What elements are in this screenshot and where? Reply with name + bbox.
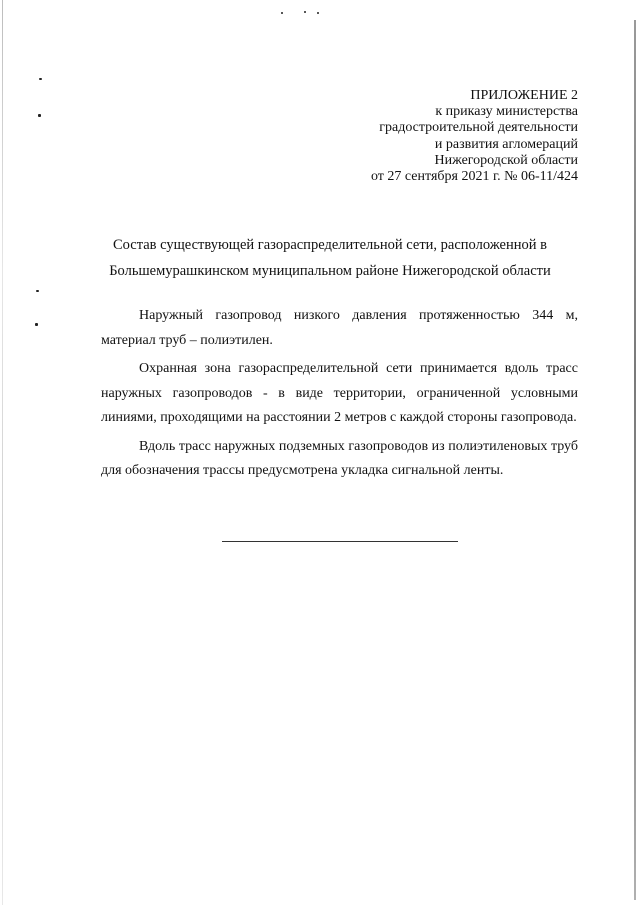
scan-speck — [317, 12, 319, 14]
scan-speck — [281, 12, 283, 14]
approval-block — [318, 88, 578, 185]
approval-line: Нижегородской области — [434, 152, 578, 168]
document-title — [80, 232, 580, 284]
approval-line: и развития агломераций — [434, 136, 578, 152]
scan-speck — [39, 78, 42, 80]
body-paragraph: Наружный газопровод низкого давления протяженностью 344 м, материал труб – полиэтилен. — [101, 308, 578, 348]
approval-line: от 27 сентября 2021 г. № 06-11/424 — [370, 169, 578, 185]
scan-edge-right — [634, 20, 636, 900]
title-line-2: Большемурашкинском муниципальном районе Нижегородской области — [109, 263, 551, 279]
scan-speck — [38, 114, 41, 117]
closing-rule — [222, 541, 458, 542]
approval-heading: ПРИЛОЖЕНИЕ 2 — [470, 88, 578, 103]
scan-speck — [36, 290, 39, 292]
approval-line: к приказу министерства — [435, 104, 578, 120]
document-body — [101, 304, 578, 488]
scan-edge-left — [2, 0, 3, 905]
approval-line: градостроительной деятельности — [379, 120, 578, 136]
scan-speck — [304, 11, 306, 13]
body-paragraph: Охранная зона газораспределительной сети принимается вдоль трасс наружных газопроводов - в виде территории, ограниченной условными линиями, проходящими на расстоянии 2 метров с каждой стороны газопровода. — [101, 361, 578, 425]
body-paragraph: Вдоль трасс наружных подземных газопроводов из полиэтиленовых труб для обозначения трассы предусмотрена укладка сигнальной ленты. — [101, 438, 578, 478]
title-line-1: Состав существующей газораспределительной сети, расположенной в — [113, 237, 547, 253]
scan-speck — [35, 323, 38, 326]
